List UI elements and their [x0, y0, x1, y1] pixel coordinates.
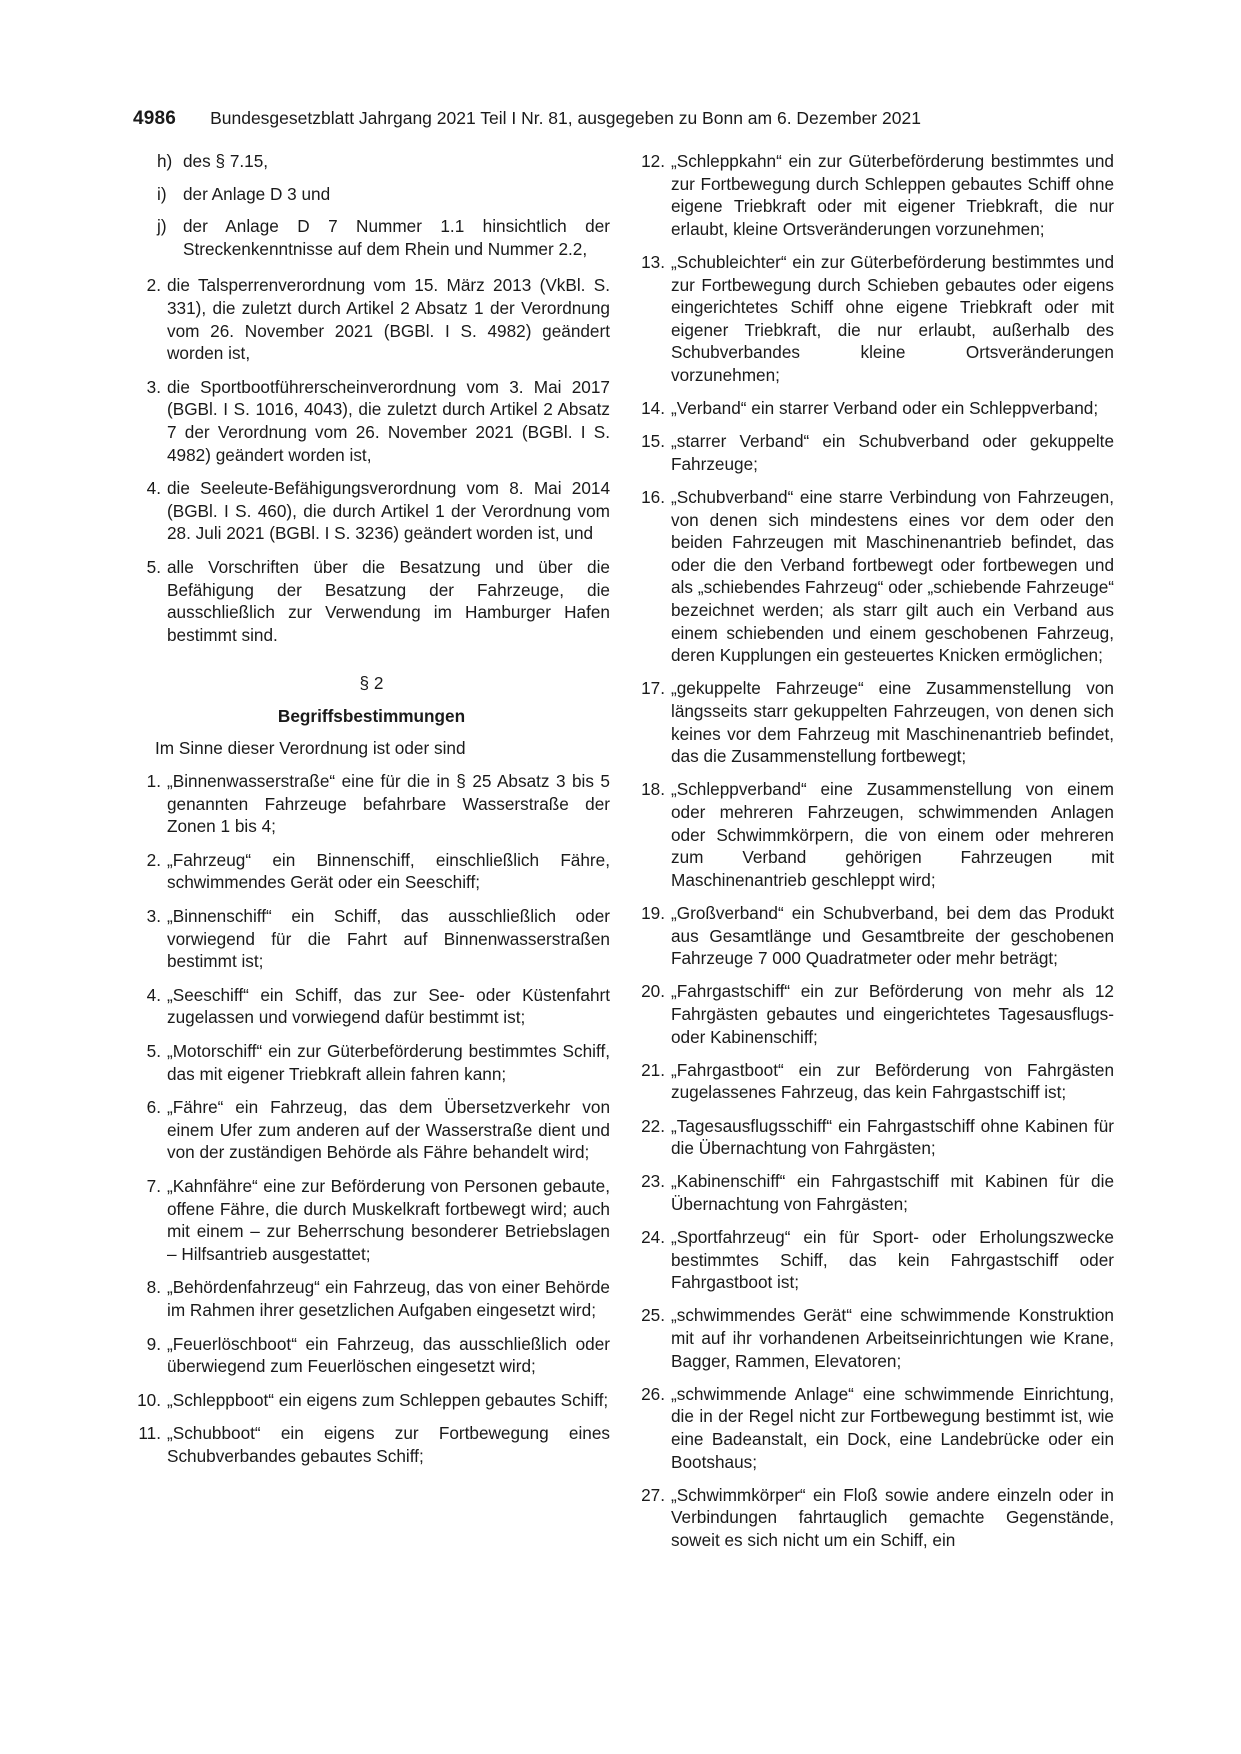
- definition-text: „Behördenfahrzeug“ ein Fahrzeug, das von einer Behörde im Rahmen ihrer gesetzlichen Aufgaben eingesetzt wird;: [167, 1277, 610, 1320]
- definition-number: 9.: [146, 1333, 161, 1354]
- definition-item: [133, 1389, 610, 1412]
- left-column: [133, 150, 610, 1479]
- definition-text: „Binnenschiff“ ein Schiff, das ausschließlich oder vorwiegend für die Fahrt auf Binnenwasserstraßen bestimmt ist;: [167, 906, 610, 972]
- definition-number: 5.: [146, 1041, 161, 1061]
- definition-text: „Feuerlöschboot“ ein Fahrzeug, das ausschließlich oder überwiegend zum Feuerlöschen eingesetzt wird;: [167, 1333, 610, 1377]
- definition-number: 19.: [641, 902, 665, 923]
- item-number: 4.: [146, 478, 161, 499]
- definition-text: „Fahrgastboot“ ein zur Beförderung von Fahrgästen zugelassenes Fahrzeug, das kein Fahrgastschiff ist;: [671, 1059, 1114, 1103]
- definition-text: „Verband“ ein starrer Verband oder ein Schleppverband;: [671, 398, 1099, 419]
- definition-item: [133, 1175, 610, 1265]
- definition-text: „Kahnfähre“ eine zur Beförderung von Personen gebaute, offene Fähre, die durch Muskelkraft fortbewegt wird; auch mit einem – zur Beherrschung besonderer Betriebslagen – Hilfsantrieb ausgestattet;: [167, 1175, 610, 1264]
- definition-item: [133, 770, 610, 838]
- definition-item: [133, 1422, 610, 1467]
- definition-item: [133, 984, 610, 1029]
- item-number: 2.: [146, 275, 161, 296]
- definition-text: „Schubboot“ ein eigens zur Fortbewegung eines Schubverbandes gebautes Schiff;: [167, 1423, 610, 1466]
- definition-text: „Binnenwasserstraße“ eine für die in § 25 Absatz 3 bis 5 genannten Fahrzeuge befahrbare Wasserstraße der Zonen 1 bis 4;: [167, 771, 610, 837]
- definition-item: [637, 677, 1114, 767]
- list-item: [133, 376, 610, 466]
- definition-text: „Fähre“ ein Fahrzeug, das dem Übersetzverkehr von einem Ufer zum anderen auf der Wasserstraße dient und von der zuständigen Behörde als Fähre behandelt wird;: [167, 1097, 610, 1163]
- definition-text: „Schleppkahn“ ein zur Güterbeförderung bestimmtes und zur Fortbewegung durch Schleppen gebautes Schiff ohne eigene Triebkraft oder mit eigener Triebkraft, die nur erlaubt, kleine Ortsveränderungen vorzunehmen;: [671, 151, 1114, 239]
- definition-number: 14.: [641, 398, 665, 419]
- sub-item: [133, 215, 610, 260]
- definition-item: [637, 1383, 1114, 1473]
- definition-number: 4.: [146, 984, 161, 1005]
- sub-item: [133, 150, 610, 173]
- definition-text: „schwimmendes Gerät“ eine schwimmende Konstruktion mit auf ihr vorhandenen Arbeitseinrichtungen wie Krane, Bagger, Rammen, Elevatoren;: [671, 1305, 1114, 1371]
- definition-item: [637, 150, 1114, 240]
- sub-item-number: i): [157, 183, 167, 204]
- definition-item: [133, 905, 610, 973]
- definition-text: „Schwimmkörper“ ein Floß sowie andere einzeln oder in Verbindungen fahrtauglich gemachte Gegenstände, soweit es sich nicht um ein Schiff, ein: [671, 1484, 1114, 1550]
- definition-item: [637, 1304, 1114, 1372]
- sub-item: [133, 183, 610, 206]
- section-sign: § 2: [359, 673, 384, 694]
- sub-item-text: der Anlage D 7 Nummer 1.1 hinsichtlich der Streckenkenntnisse auf dem Rhein und Nummer 2.2,: [183, 216, 610, 259]
- definition-item: [637, 486, 1114, 667]
- item-text: die Talsperrenverordnung vom 15. März 2013 (VkBl. S. 331), die zuletzt durch Artikel 2 Absatz 1 der Verordnung vom 26. November 2021 (BGBl. I S. 4982) geändert worden ist,: [167, 275, 610, 364]
- definition-number: 23.: [641, 1171, 665, 1192]
- definition-item: [133, 1040, 610, 1085]
- definition-item: [637, 902, 1114, 970]
- item-number: 5.: [146, 556, 161, 577]
- definition-number: 7.: [146, 1175, 161, 1196]
- sub-item-number: j): [157, 216, 167, 237]
- list-item: [133, 477, 610, 545]
- definition-number: 18.: [641, 779, 665, 800]
- definition-item: [637, 1170, 1114, 1215]
- definition-number: 17.: [641, 678, 665, 699]
- definition-number: 21.: [641, 1059, 665, 1080]
- definition-number: 11.: [138, 1423, 161, 1444]
- definition-number: 20.: [641, 981, 665, 1002]
- definition-text: „Sportfahrzeug“ ein für Sport- oder Erholungszwecke bestimmtes Schiff, das kein Fahrgastschiff oder Fahrgastboot ist;: [671, 1227, 1114, 1293]
- definition-number: 1.: [146, 771, 161, 792]
- sub-item-text: der Anlage D 3 und: [183, 183, 331, 204]
- definition-text: „Seeschiff“ ein Schiff, das zur See- oder Küstenfahrt zugelassen und vorwiegend dafür bestimmt ist;: [167, 984, 610, 1028]
- definition-number: 16.: [641, 487, 665, 508]
- list-item: [133, 556, 610, 646]
- definition-item: [133, 1333, 610, 1378]
- definition-text: „gekuppelte Fahrzeuge“ eine Zusammenstellung von längsseits starr gekuppelten Fahrzeugen, von denen sich keines vor dem Fahrzeug mit Maschinenantrieb befindet, das die Zusammenstellung fortbewegt;: [671, 678, 1114, 767]
- item-text: alle Vorschriften über die Besatzung und über die Befähigung der Besatzung der Fahrzeuge, die ausschließlich zur Verwendung im Hamburger Hafen bestimmt sind.: [167, 556, 610, 645]
- definition-number: 8.: [146, 1277, 161, 1298]
- definition-text: „Fahrgastschiff“ ein zur Beförderung von mehr als 12 Fahrgästen gebautes und eingerichtetes Tagesausflugs- oder Kabinenschiff;: [671, 981, 1114, 1047]
- definition-item: [637, 1059, 1114, 1104]
- definition-number: 26.: [641, 1383, 665, 1404]
- section-heading: Begriffsbestimmungen: [277, 705, 466, 726]
- definition-text: „Schleppverband“ eine Zusammenstellung von einem oder mehreren Fahrzeugen, schwimmenden Anlagen oder Schwimmkörpern, die von einem oder mehreren zum Verband gehörigen Fahrzeugen mit Maschinenantrieb geschleppt wird;: [671, 779, 1114, 890]
- definition-number: 12.: [641, 151, 665, 171]
- definition-number: 25.: [641, 1305, 665, 1326]
- definition-number: 15.: [641, 431, 665, 452]
- definition-number: 10.: [137, 1389, 161, 1410]
- definition-number: 27.: [641, 1484, 665, 1505]
- definition-number: 2.: [146, 849, 161, 870]
- definition-text: „Kabinenschiff“ ein Fahrgastschiff mit Kabinen für die Übernachtung von Fahrgästen;: [671, 1171, 1114, 1214]
- item-number: 3.: [146, 376, 161, 397]
- definition-item: [133, 1276, 610, 1321]
- sub-item-number: h): [157, 151, 173, 171]
- sub-item-text: des § 7.15,: [183, 151, 269, 171]
- definition-item: [637, 778, 1114, 891]
- definition-text: „Schleppboot“ ein eigens zum Schleppen gebautes Schiff;: [167, 1389, 609, 1410]
- right-column: [637, 150, 1114, 1562]
- definition-item: [637, 980, 1114, 1048]
- definition-item: [133, 1096, 610, 1164]
- definition-item: [637, 430, 1114, 475]
- definition-item: [133, 849, 610, 894]
- item-text: die Sportbootführerscheinverordnung vom 3. Mai 2017 (BGBl. I S. 1016, 4043), die zuletzt durch Artikel 2 Absatz 7 der Verordnung vom 26. November 2021 (BGBl. I S. 4982) geändert worden ist,: [167, 376, 610, 465]
- definition-text: „starrer Verband“ ein Schubverband oder gekuppelte Fahrzeuge;: [671, 431, 1114, 474]
- definition-text: „Großverband“ ein Schubverband, bei dem das Produkt aus Gesamtlänge und Gesamtbreite der geschobenen Fahrzeuge 7 000 Quadratmeter oder mehr beträgt;: [671, 902, 1114, 969]
- section-intro: Im Sinne dieser Verordnung ist oder sind: [155, 738, 466, 759]
- gazette-title: Bundesgesetzblatt Jahrgang 2021 Teil I Nr. 81, ausgegeben zu Bonn am 6. Dezember 2021: [210, 108, 921, 128]
- definition-item: [637, 1115, 1114, 1160]
- definition-text: „Schubleichter“ ein zur Güterbeförderung bestimmtes und zur Fortbewegung durch Schieben gebautes oder eigens eingerichtetes Schiff ohne eigene Triebkraft oder mit eigener Triebkraft, die nur erlaubt, außerhalb des Schubverbandes kleine Ortsveränderungen vorzunehmen;: [671, 251, 1114, 385]
- definition-item: [637, 1226, 1114, 1294]
- definition-number: 24.: [641, 1227, 665, 1248]
- definition-item: [637, 251, 1114, 387]
- item-text: die Seeleute-Befähigungsverordnung vom 8. Mai 2014 (BGBl. I S. 460), die durch Artikel 1 der Verordnung vom 28. Juli 2021 (BGBl. I S. 3236) geändert worden ist, und: [167, 478, 610, 544]
- page-header: [133, 103, 1113, 133]
- definition-text: „Tagesausflugsschiff“ ein Fahrgastschiff ohne Kabinen für die Übernachtung von Fahrgästen;: [671, 1115, 1114, 1159]
- page-number: 4986: [133, 108, 177, 129]
- definition-number: 3.: [146, 906, 161, 927]
- definition-item: [637, 1484, 1114, 1552]
- definition-text: „Schubverband“ eine starre Verbindung von Fahrzeugen, von denen sich mindestens eines vor dem oder den beiden Fahrzeugen mit Maschinenantrieb befindet, das oder die den Verband fortbewegt oder fortbewegen und als „schiebendes Fahrzeug“ oder „schiebende Fahrzeuge“ bezeichnet werden; als starr gilt auch ein Verband aus einem schiebenden und einem geschobenen Fahrzeug, deren Kupplungen ein gesteuertes Knicken ermöglichen;: [671, 487, 1114, 666]
- definition-text: „schwimmende Anlage“ eine schwimmende Einrichtung, die in der Regel nicht zur Fortbewegung bestimmt ist, wie eine Badeanstalt, ein Dock, eine Landebrücke oder ein Bootshaus;: [671, 1383, 1114, 1472]
- definition-item: [637, 397, 1114, 420]
- list-item: [133, 274, 610, 364]
- definition-number: 22.: [641, 1115, 665, 1136]
- definition-text: „Motorschiff“ ein zur Güterbeförderung bestimmtes Schiff, das mit eigener Triebkraft allein fahren kann;: [167, 1041, 610, 1084]
- definition-number: 6.: [146, 1097, 161, 1118]
- definition-text: „Fahrzeug“ ein Binnenschiff, einschließlich Fähre, schwimmendes Gerät oder ein Seeschiff;: [167, 849, 610, 893]
- definition-number: 13.: [641, 251, 665, 272]
